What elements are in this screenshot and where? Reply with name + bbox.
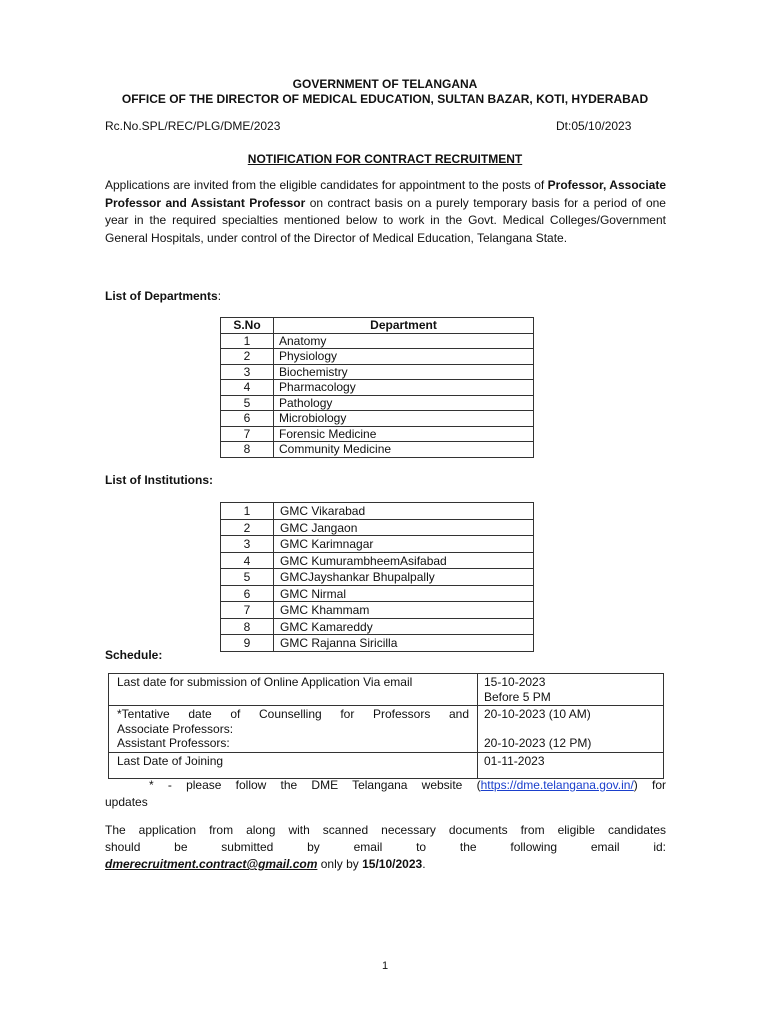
header-office: OFFICE OF THE DIRECTOR OF MEDICAL EDUCATION, SULTAN BAZAR, KOTI, HYDERABAD: [121, 92, 649, 106]
inst-name: GMC Rajanna Siricilla: [274, 635, 534, 652]
dept-name: Microbiology: [274, 411, 534, 427]
closing-paragraph: [105, 822, 666, 873]
note-text-post: ) for: [633, 778, 666, 792]
intro-posts: Professor, Associate Professor and Assistant Professor: [105, 178, 666, 210]
schedule-value-counselling: [478, 706, 664, 753]
inst-name: GMC KumurambheemAsifabad: [274, 552, 534, 569]
counselling-label-3: Assistant Professors:: [117, 736, 230, 750]
inst-sno: 3: [221, 536, 274, 553]
notice-date: Dt:05/10/2023: [556, 119, 632, 133]
departments-heading: [105, 289, 221, 303]
inst-sno: 2: [221, 519, 274, 536]
note-paragraph: [105, 777, 666, 811]
schedule-heading: Schedule:: [105, 648, 163, 662]
inst-sno: 5: [221, 569, 274, 586]
inst-name: GMCJayshankar Bhupalpally: [274, 569, 534, 586]
counselling-date-assistant: 20-10-2023 (12 PM): [484, 736, 592, 750]
page-number: 1: [381, 960, 389, 972]
inst-name: GMC Khammam: [274, 602, 534, 619]
closing-line-1: The application from along with scanned necessary documents from eligible candidates: [105, 823, 666, 837]
inst-name: GMC Karimnagar: [274, 536, 534, 553]
table-row: [221, 602, 534, 619]
dept-name: Pathology: [274, 395, 534, 411]
table-row: [221, 395, 534, 411]
col-department: Department: [274, 318, 534, 334]
schedule-row-joining: [109, 752, 664, 779]
note-text-pre: * - please follow the DME Telangana website (: [149, 778, 481, 792]
dept-name: Biochemistry: [274, 364, 534, 380]
counselling-label-2: Associate Professors:: [117, 721, 234, 736]
dept-sno: 3: [221, 364, 274, 380]
table-row: [221, 349, 534, 365]
schedule-row-submission: [109, 674, 664, 706]
inst-sno: 4: [221, 552, 274, 569]
table-row: [221, 519, 534, 536]
note-text-line2: updates: [105, 795, 148, 809]
dme-website-link[interactable]: https://dme.telangana.gov.in/: [480, 778, 634, 792]
table-row: [221, 503, 534, 520]
counselling-date-professors: 20-10-2023 (10 AM): [484, 707, 591, 721]
inst-sno: 8: [221, 618, 274, 635]
ref-number: Rc.No.SPL/REC/PLG/DME/2023: [105, 119, 281, 133]
intro-text-2: on contract basis on a purely temporary basis for a period of one year in the required specialties mentioned below to work in the Govt. Medical Colleges/Government General Hospitals, under control of the Director of Medical Education, Telangana State.: [105, 195, 666, 245]
inst-name: GMC Vikarabad: [274, 503, 534, 520]
counselling-label-1: *Tentative date of Counselling for Professors and: [117, 707, 469, 721]
dept-name: Anatomy: [274, 333, 534, 349]
recruitment-email[interactable]: dmerecruitment.contract@gmail.com: [105, 857, 318, 871]
inst-sno: 6: [221, 585, 274, 602]
col-sno: S.No: [221, 318, 274, 334]
schedule-label-joining: Last Date of Joining: [109, 752, 478, 779]
table-row: [221, 411, 534, 427]
intro-text-1: Applications are invited from the eligible candidates for appointment to the posts of: [105, 178, 545, 192]
dept-sno: 7: [221, 426, 274, 442]
table-row: [221, 536, 534, 553]
closing-line-2: should be submitted by email to the following email id:: [105, 840, 666, 854]
schedule-value-joining: 01-11-2023: [478, 752, 664, 779]
table-row: [221, 585, 534, 602]
header-gov: GOVERNMENT OF TELANGANA: [292, 77, 478, 91]
dept-name: Physiology: [274, 349, 534, 365]
intro-paragraph: [105, 177, 666, 247]
table-row: [221, 333, 534, 349]
table-row: [221, 635, 534, 652]
schedule-label-submission: Last date for submission of Online Application Via email: [109, 674, 478, 706]
departments-table: [220, 317, 534, 458]
inst-name: GMC Kamareddy: [274, 618, 534, 635]
institutions-heading: List of Institutions:: [105, 473, 213, 487]
schedule-label-counselling: [109, 706, 478, 753]
schedule-table: [108, 673, 664, 779]
dept-name: Pharmacology: [274, 380, 534, 396]
dept-sno: 2: [221, 349, 274, 365]
schedule-value-submission: [478, 674, 664, 706]
table-header-row: [221, 318, 534, 334]
table-row: [221, 569, 534, 586]
dept-name: Forensic Medicine: [274, 426, 534, 442]
dept-sno: 8: [221, 442, 274, 458]
page-title: NOTIFICATION FOR CONTRACT RECRUITMENT: [247, 152, 523, 166]
submission-date: 15-10-2023: [484, 675, 546, 689]
dept-sno: 1: [221, 333, 274, 349]
table-row: [221, 552, 534, 569]
closing-end: .: [422, 857, 426, 871]
table-row: [221, 364, 534, 380]
closing-mid-text: only by: [317, 857, 363, 871]
table-row: [221, 442, 534, 458]
table-row: [221, 380, 534, 396]
institutions-table: [220, 502, 534, 652]
table-row: [221, 426, 534, 442]
submission-time: Before 5 PM: [484, 689, 551, 704]
inst-name: GMC Nirmal: [274, 585, 534, 602]
schedule-row-counselling: [109, 706, 664, 753]
inst-sno: 9: [221, 635, 274, 652]
dept-name: Community Medicine: [274, 442, 534, 458]
dept-sno: 5: [221, 395, 274, 411]
inst-sno: 7: [221, 602, 274, 619]
departments-heading-text: List of Departments: [105, 289, 218, 303]
dept-sno: 6: [221, 411, 274, 427]
inst-name: GMC Jangaon: [274, 519, 534, 536]
table-row: [221, 618, 534, 635]
departments-heading-colon: :: [217, 289, 222, 303]
inst-sno: 1: [221, 503, 274, 520]
closing-deadline: 15/10/2023: [362, 857, 423, 871]
dept-sno: 4: [221, 380, 274, 396]
